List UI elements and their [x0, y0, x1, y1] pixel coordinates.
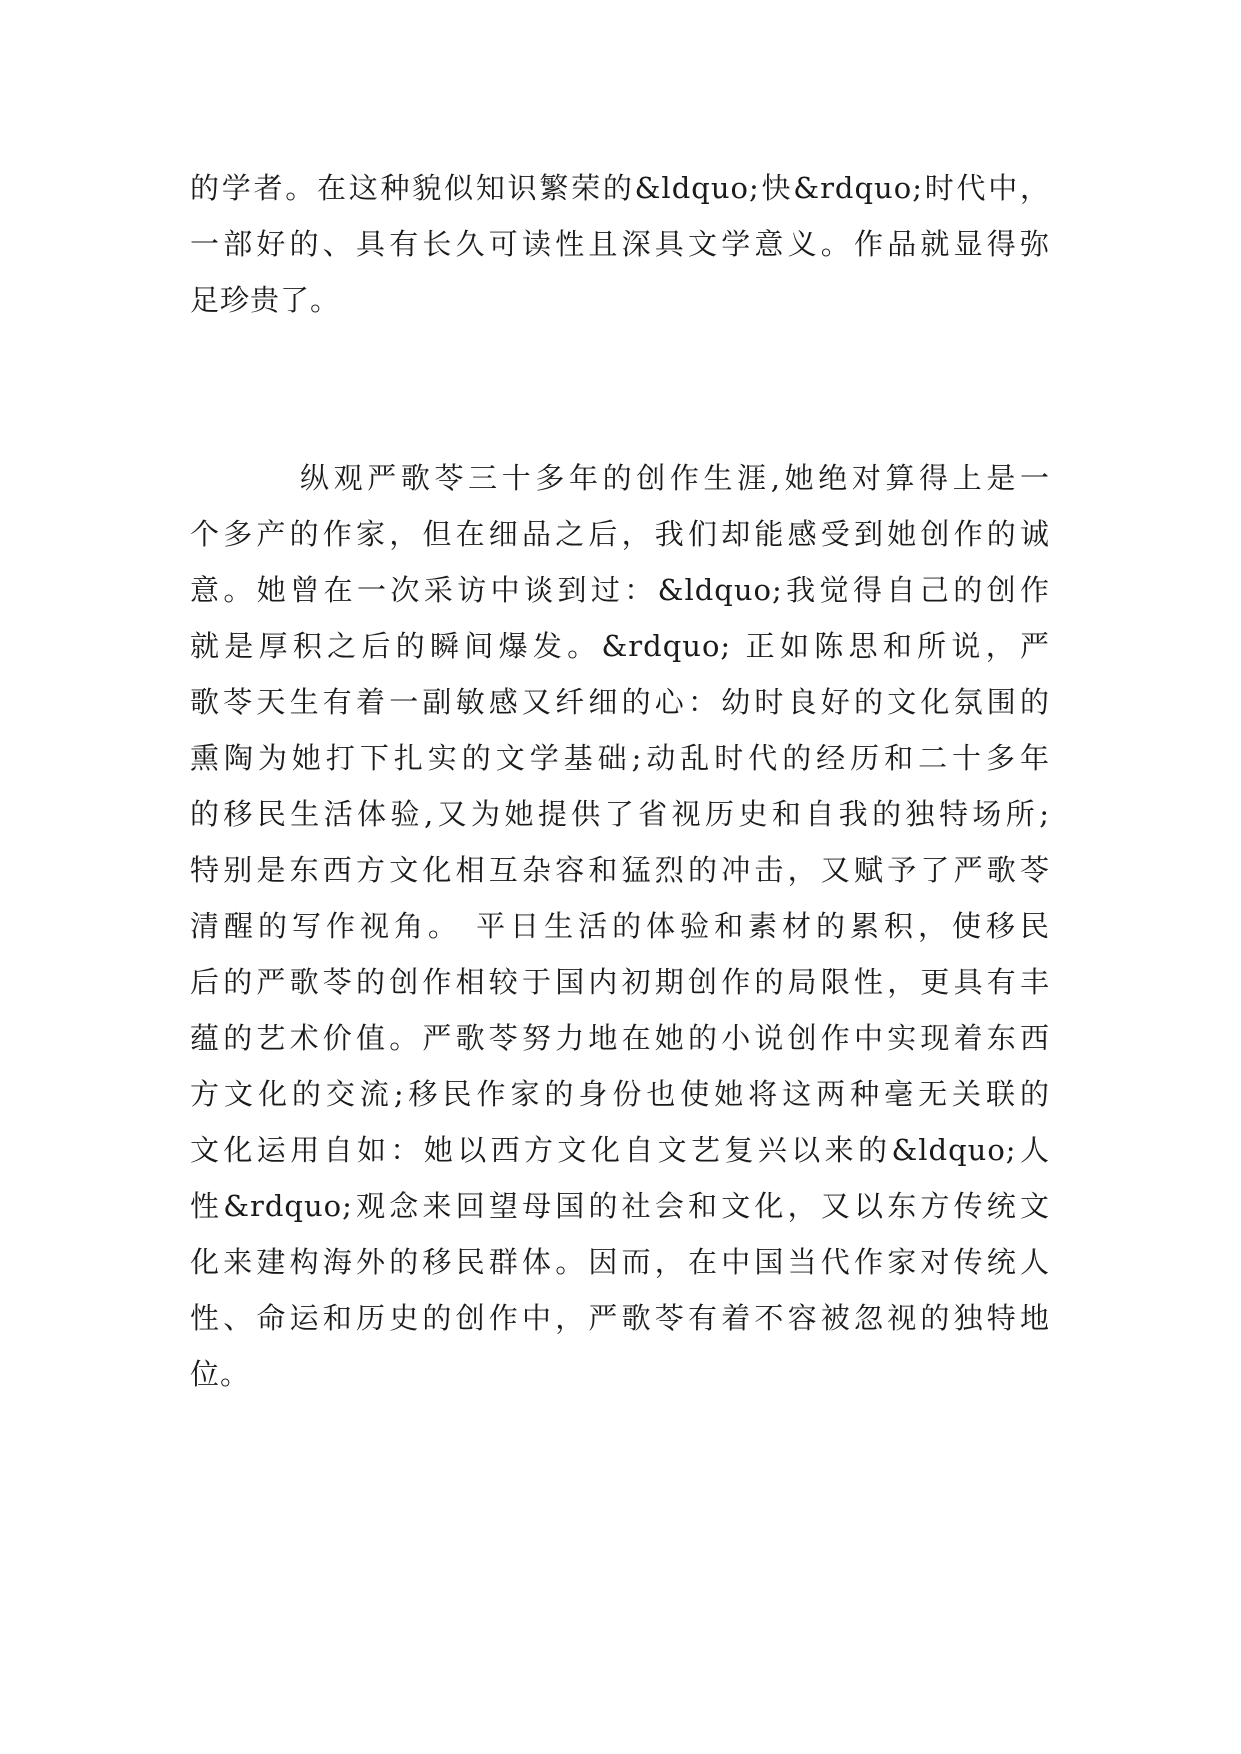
text-line: 熏陶为她打下扎实的文学基础;动乱时代的经历和二十多年: [190, 741, 1050, 775]
text-line: 的学者。在这种貌似知识繁荣的&ldquo;快&rdquo;时代中，: [190, 171, 1050, 205]
paragraph-1: [190, 160, 1050, 328]
text-line: 纵观严歌苓三十多年的创作生涯,她绝对算得上是一: [300, 461, 1050, 495]
text-line: 的移民生活体验,又为她提供了省视历史和自我的独特场所;: [190, 797, 1050, 831]
text-line: 化来建构海外的移民群体。因而，在中国当代作家对传统人: [190, 1245, 1050, 1279]
text-line: 清醒的写作视角。 平日生活的体验和素材的累积，使移民: [190, 909, 1050, 943]
text-line: 一部好的、具有长久可读性且深具文学意义。作品就显得弥: [190, 227, 1050, 261]
text-line: 特别是东西方文化相互杂容和猛烈的冲击，又赋予了严歌苓: [190, 853, 1050, 887]
text-line: 个多产的作家，但在细品之后，我们却能感受到她创作的诚: [190, 517, 1050, 551]
text-line: 足珍贵了。: [190, 283, 341, 317]
text-line: 意。她曾在一次采访中谈到过：&ldquo;我觉得自己的创作: [190, 573, 1050, 607]
text-line: 性&rdquo;观念来回望母国的社会和文化，又以东方传统文: [190, 1189, 1050, 1223]
text-line: 文化运用自如：她以西方文化自文艺复兴以来的&ldquo;人: [190, 1133, 1050, 1167]
text-line: 性、命运和历史的创作中，严歌苓有着不容被忽视的独特地: [190, 1301, 1050, 1335]
text-line: 位。: [190, 1357, 251, 1391]
text-line: 方文化的交流;移民作家的身份也使她将这两种毫无关联的: [190, 1077, 1050, 1111]
paragraph-2: [190, 450, 1050, 1402]
text-line: 蕴的艺术价值。严歌苓努力地在她的小说创作中实现着东西: [190, 1021, 1050, 1055]
text-line: 后的严歌苓的创作相较于国内初期创作的局限性，更具有丰: [190, 965, 1050, 999]
text-line: 就是厚积之后的瞬间爆发。&rdquo; 正如陈思和所说，严: [190, 629, 1050, 663]
text-line: 歌苓天生有着一副敏感又纤细的心：幼时良好的文化氛围的: [190, 685, 1050, 719]
